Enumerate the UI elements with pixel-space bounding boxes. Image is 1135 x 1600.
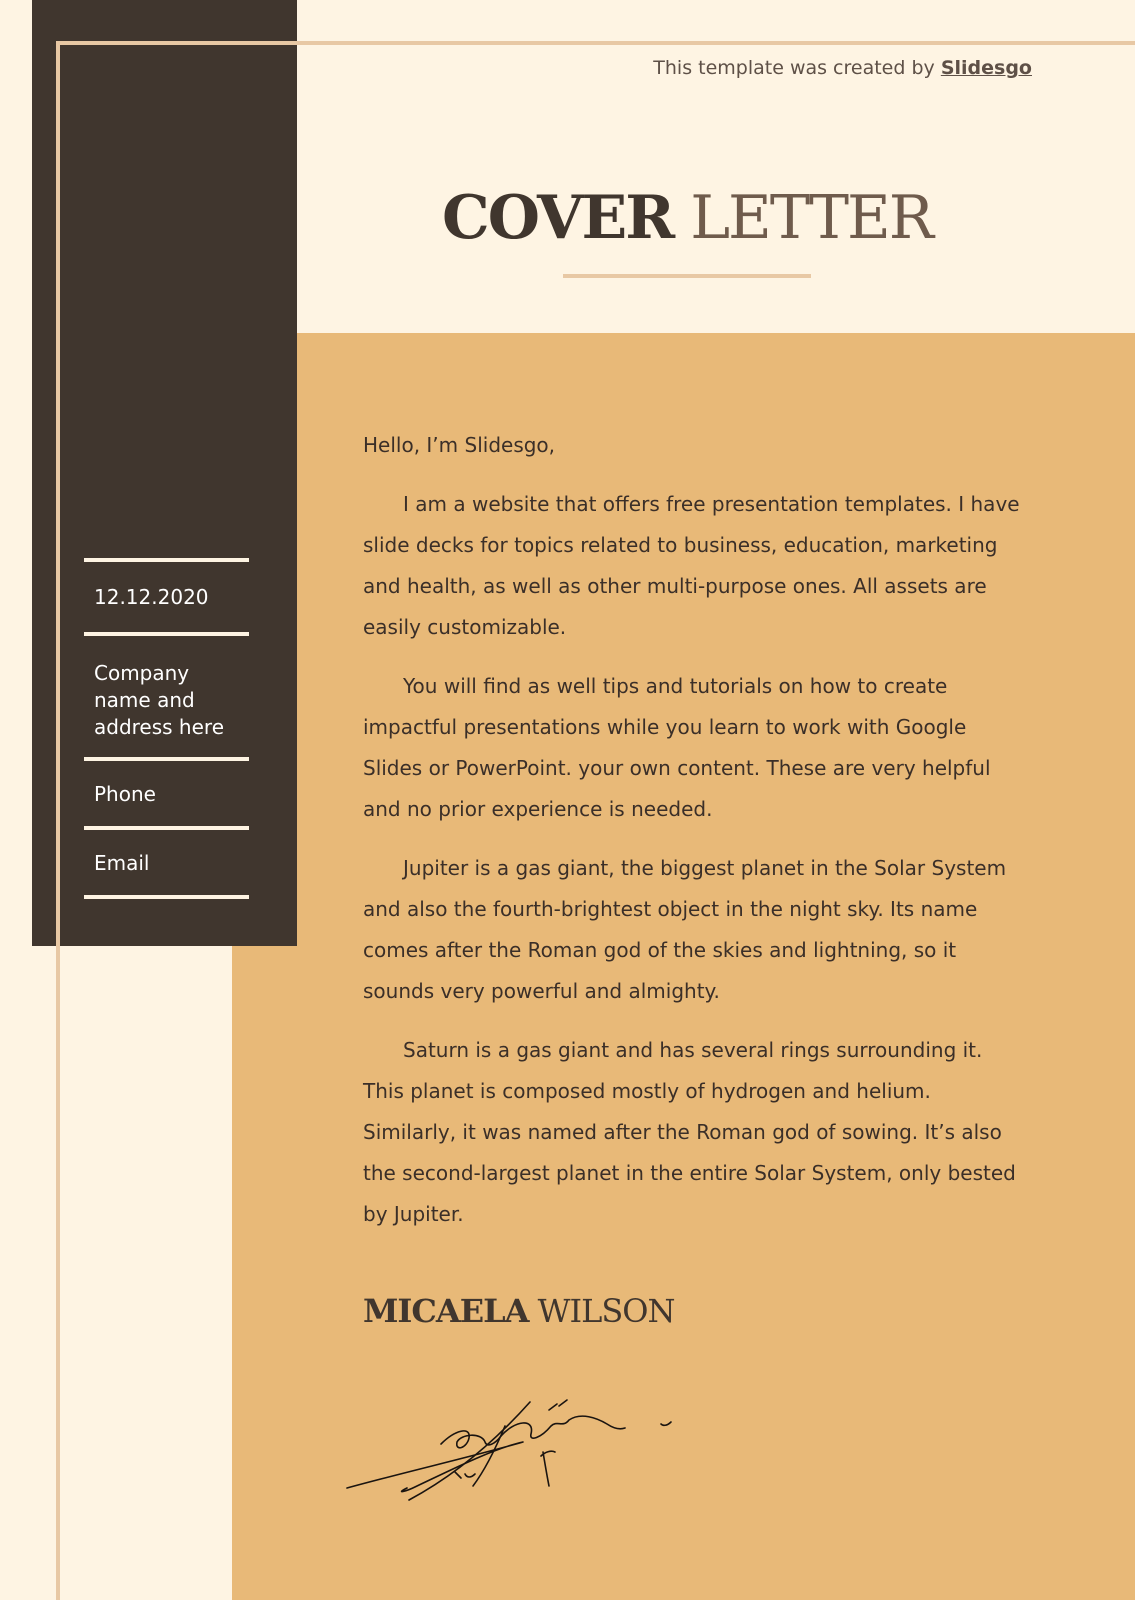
paragraph: I am a website that offers free presentation templates. I have slide decks for topics related to business, education, marketing and health, as well as other multi-purpose ones. All assets are easily customizable.: [363, 492, 1020, 639]
contact-info: [84, 558, 249, 899]
title-bold: COVER: [442, 183, 674, 253]
email-field: Email: [94, 851, 150, 875]
page-title: [297, 180, 1077, 256]
company-field: Company name and address here: [94, 661, 224, 739]
signer-first-name: MICAELA: [363, 1292, 529, 1330]
paragraph: Saturn is a gas giant and has several rings surrounding it. This planet is composed mostly of hydrogen and helium. Similarly, it was named after the Roman god of sowing. It’s also the second-largest planet in the entire Solar System, only bested by Jupiter.: [363, 1038, 1016, 1226]
credit-text: This template was created by: [653, 57, 941, 79]
slidesgo-link[interactable]: Slidesgo: [940, 57, 1032, 79]
paragraph: Jupiter is a gas giant, the biggest planet in the Solar System and also the fourth-brightest object in the night sky. Its name comes after the Roman god of the skies and lightning, so it sounds very powerful and almighty.: [363, 856, 1007, 1003]
signature-image: [345, 1390, 685, 1505]
date-field: 12.12.2020: [94, 585, 209, 609]
frame-line-top: [56, 41, 1135, 45]
paragraph: You will find as well tips and tutorials on how to create impactful presentations while you learn to work with Google Slides or PowerPoint. your own content. These are very helpful and no prior experience is needed.: [363, 674, 991, 821]
signer-name: [363, 1292, 675, 1330]
phone-field: Phone: [94, 782, 156, 806]
title-underline: [563, 274, 811, 278]
divider: [84, 895, 249, 899]
signer-last-name: WILSON: [537, 1292, 675, 1330]
template-credit: [653, 57, 1032, 79]
letter-body: [363, 425, 1028, 1253]
greeting: Hello, I’m Slidesgo,: [363, 433, 556, 457]
title-light: LETTER: [690, 183, 932, 253]
frame-line-left: [56, 41, 60, 1600]
